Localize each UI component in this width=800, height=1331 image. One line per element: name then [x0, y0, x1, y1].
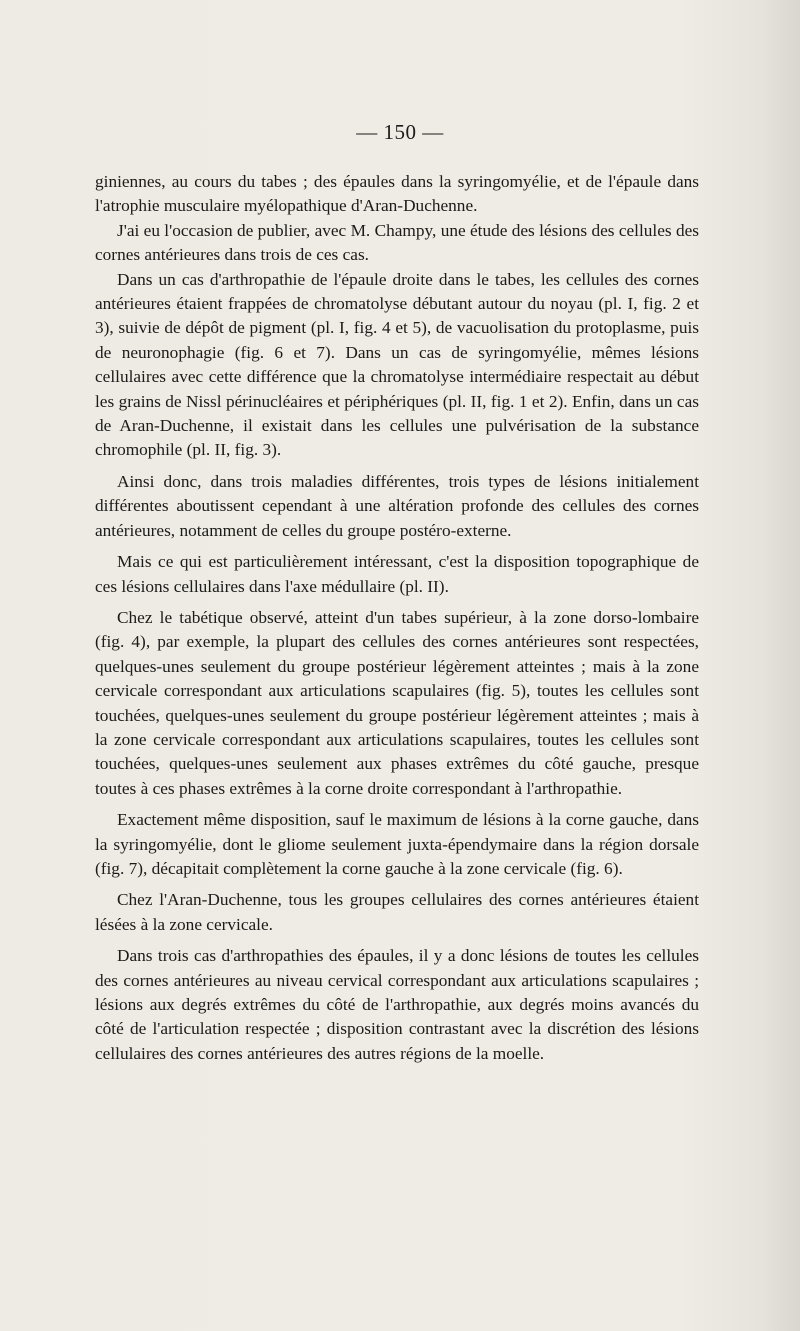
- paragraph: Chez l'Aran-Duchenne, tous les groupes cellulaires des cornes antérieures étaient lésées à la zone cervicale.: [95, 890, 699, 934]
- paragraph: Exactement même disposition, sauf le maximum de lésions à la corne gauche, dans la syringomyélie, dont le gliome seulement juxta-épendymaire dans la région dorsale (fig. 7), décapitait complètement la corne gauche à la zone cervicale (fig. 6).: [95, 810, 699, 878]
- paragraph: Mais ce qui est particulièrement intéressant, c'est la disposition topographique de ces lésions cellulaires dans l'axe médullaire (pl. II).: [95, 552, 699, 596]
- body-text: [95, 170, 699, 1066]
- paragraph: Ainsi donc, dans trois maladies différentes, trois types de lésions initialement différentes aboutissent cependant à une altération profonde des cellules des cornes antérieures, notamment de celles du groupe postéro-externe.: [95, 471, 699, 540]
- page-number: — 150 —: [356, 120, 444, 144]
- paragraph: J'ai eu l'occasion de publier, avec M. Champy, une étude des lésions des cellules des cornes antérieures dans trois de ces cas.: [95, 220, 699, 265]
- paragraph: Chez le tabétique observé, atteint d'un tabes supérieur, à la zone dorso-lombaire (fig. 4), par exemple, la plupart des cellules des cornes antérieures sont respectées, quelques-unes seulement du groupe postérieur légèrement atteintes ; mais à la zone cervicale correspondant aux articulations scapulaires (fig. 5), toutes les cellules sont touchées, quelques-unes seulement du groupe postérieur légèrement atteintes ; mais à la zone cervicale correspondant aux articulations scapulaires, toutes les cellules sont touchées, quelques-unes seulement aux phases extrêmes du côté gauche, presque toutes à ces phases extrêmes à la corne droite correspondant à l'arthropathie.: [95, 607, 699, 798]
- paragraph: Dans un cas d'arthropathie de l'épaule droite dans le tabes, les cellules des cornes antérieures étaient frappées de chromatolyse débutant autour du noyau (pl. I, fig. 2 et 3), suivie de dépôt de pigment (pl. I, fig. 4 et 5), de vacuolisation du protoplasme, puis de neuronophagie (fig. 6 et 7). Dans un cas de syringomyélie, mêmes lésions cellulaires avec cette différence que la chromatolyse intermédiaire respectait au début les grains de Nissl périnucléaires et périphériques (pl. II, fig. 1 et 2). Enfin, dans un cas de Aran-Duchenne, il existait dans les cellules une pulvérisation de la substance chromophile (pl. II, fig. 3).: [95, 269, 699, 460]
- paragraph: giniennes, au cours du tabes ; des épaules dans la syringomyélie, et de l'épaule dans l'atrophie musculaire myélopathique d'Aran-Duchenne.: [95, 172, 699, 216]
- paragraph: Dans trois cas d'arthropathies des épaules, il y a donc lésions de toutes les cellules des cornes antérieures au niveau cervical correspondant aux articulations scapulaires ; lésions aux degrés extrêmes du côté de l'arthropathie, aux degrés moins avancés du côté de l'articulation respectée ; disposition contrastant avec la discrétion des lésions cellulaires des cornes antérieures des autres régions de la moelle.: [95, 946, 699, 1063]
